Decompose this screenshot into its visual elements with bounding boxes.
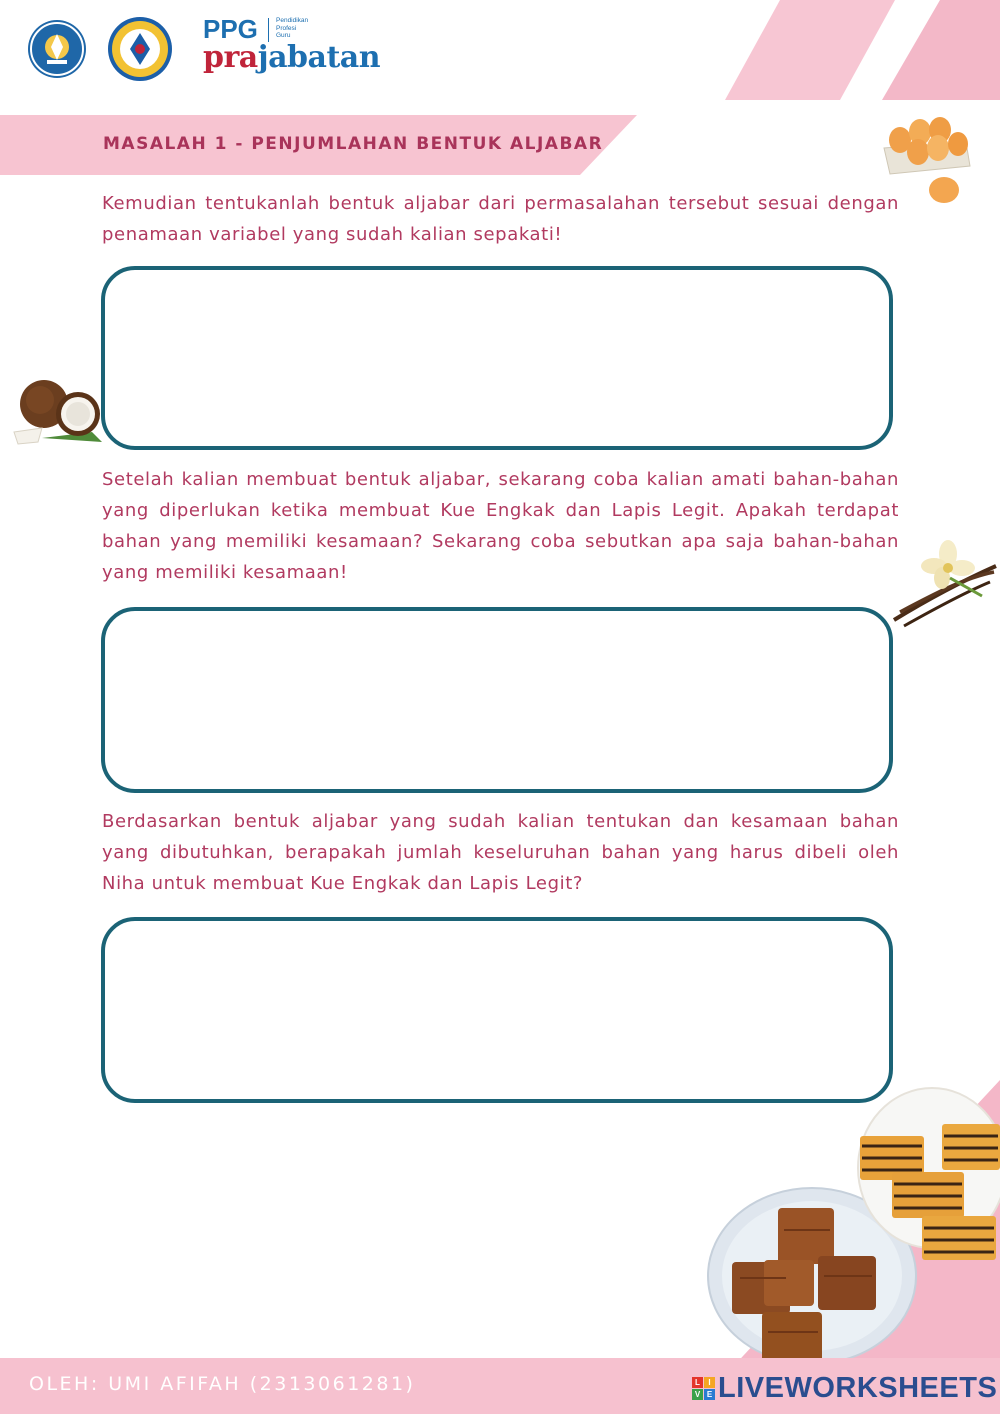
liveworksheets-logo[interactable] xyxy=(692,1372,997,1405)
unila-logo xyxy=(108,17,172,81)
author-credit: OLEH: UMI AFIFAH (2313061281) xyxy=(29,1373,416,1395)
answer-box-1[interactable] xyxy=(101,266,893,450)
question-1-text: Kemudian tentukanlah bentuk aljabar dari permasalahan tersebut sesuai dengan penamaan variabel yang sudah kalian sepakati! xyxy=(102,193,899,245)
answer-box-3[interactable] xyxy=(101,917,893,1103)
ppg-label: PPG xyxy=(203,14,258,44)
section-title: MASALAH 1 - PENJUMLAHAN BENTUK ALJABAR xyxy=(103,134,604,154)
question-3-text: Berdasarkan bentuk aljabar yang sudah kalian tentukan dan kesamaan bahan yang dibutuhkan, berapakah jumlah keseluruhan bahan yang harus dibeli oleh Niha untuk membuat Kue Engkak dan Lapis Legit? xyxy=(102,811,899,894)
kemdikbud-logo xyxy=(28,20,86,78)
ppg-divider xyxy=(268,18,269,42)
question-2-text: Setelah kalian membuat bentuk aljabar, sekarang coba kalian amati bahan-bahan yang diperlukan ketika membuat Kue Engkak dan Lapis Legit. Apakah terdapat bahan yang memiliki kesamaan? Sekarang coba sebutkan apa saja bahan-bahan yang memiliki kesamaan! xyxy=(102,469,899,583)
liveworksheets-label: LIVEWORKSHEETS xyxy=(718,1372,998,1404)
ppg-subtitle: Pendidikan Profesi Guru xyxy=(276,17,309,39)
vanilla-flower-icon xyxy=(890,538,1000,630)
coconut-icon xyxy=(12,372,104,448)
prajabatan-wordmark: prajabatan xyxy=(203,40,381,75)
liveworksheets-icon: L I V E xyxy=(692,1377,715,1400)
answer-box-2[interactable] xyxy=(101,607,893,793)
